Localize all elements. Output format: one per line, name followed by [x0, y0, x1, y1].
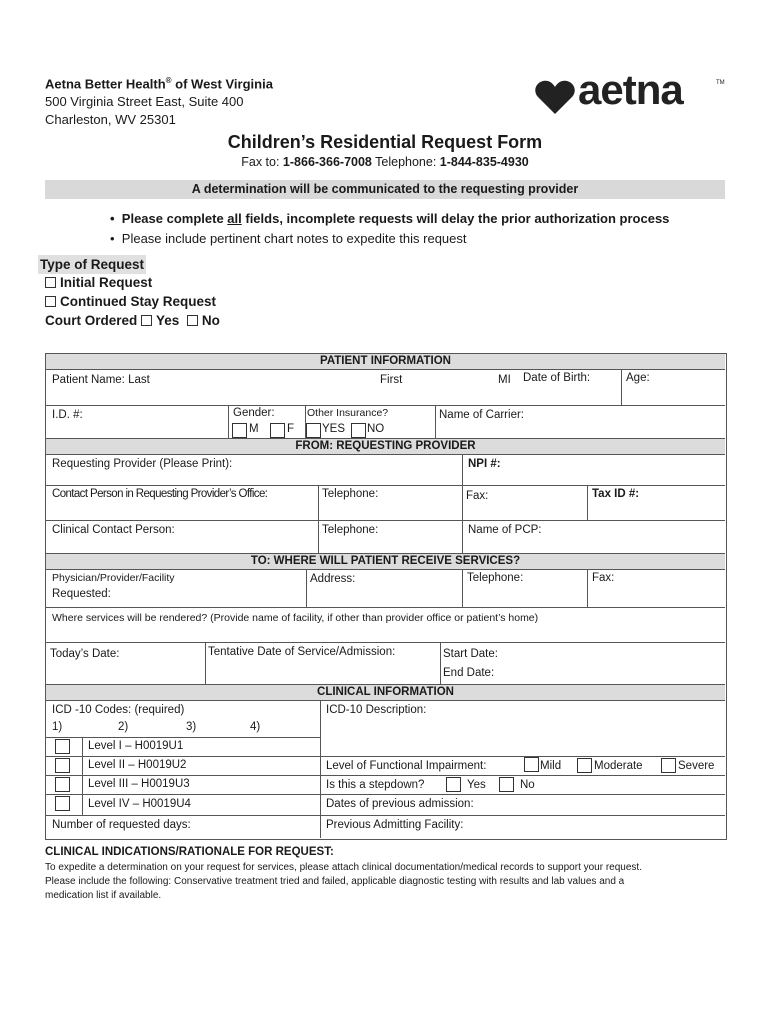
impairment-severe-checkbox[interactable]: [661, 758, 676, 773]
col-divider: [587, 486, 588, 520]
court-yes-checkbox[interactable]: [141, 315, 152, 326]
requested-days-label: Number of requested days:: [52, 819, 191, 831]
level-1-label: Level I – H0019U1: [88, 740, 184, 752]
col-divider: [435, 406, 436, 438]
logo-wordmark: aetna: [578, 66, 683, 113]
continued-stay-checkbox[interactable]: [45, 296, 56, 307]
row-divider: [46, 756, 725, 757]
impairment-mild-label: Mild: [540, 760, 562, 772]
row-divider: [46, 485, 725, 486]
level-3-checkbox[interactable]: [55, 777, 70, 792]
col-divider: [462, 486, 463, 553]
rationale-line-2: Please include the following: Conservative treatment tried and failed, applicable diagnostic testing with results and lab values and a: [45, 876, 625, 887]
col-divider: [205, 643, 206, 684]
requesting-provider-header: FROM: REQUESTING PROVIDER: [46, 438, 725, 455]
continued-stay-option[interactable]: [45, 292, 216, 311]
rationale-heading: CLINICAL INDICATIONS/RATIONALE FOR REQUEST:: [45, 846, 334, 858]
row-divider: [46, 405, 725, 406]
contact-person-label: Contact Person in Requesting Provider’s Office:: [52, 488, 268, 500]
level-2-label: Level II – H0019U2: [88, 759, 187, 771]
col-divider: [228, 406, 229, 438]
impairment-severe-label: Severe: [678, 760, 715, 772]
contact-line: [0, 155, 770, 169]
previous-admission-label: Dates of previous admission:: [326, 798, 474, 810]
carrier-label: Name of Carrier:: [439, 409, 524, 421]
org-address-block: [45, 72, 273, 129]
type-of-request-heading: Type of Request: [40, 257, 145, 272]
row-divider: [46, 775, 725, 776]
row-divider: [46, 794, 725, 795]
bullet-complete-fields: • Please complete all fields, incomplete requests will delay the prior authorization process: [110, 211, 670, 226]
pcp-label: Name of PCP:: [468, 524, 542, 536]
impairment-mild-checkbox[interactable]: [524, 757, 539, 772]
rationale-line-3: medication list if available.: [45, 890, 162, 901]
other-insurance-yes-checkbox[interactable]: [306, 423, 321, 438]
icd-codes-label: ICD -10 Codes: (required): [52, 704, 185, 716]
icd-code-1: 1): [52, 721, 63, 733]
services-header: TO: WHERE WILL PATIENT RECEIVE SERVICES?: [46, 553, 725, 570]
aetna-logo: [534, 66, 726, 118]
court-no-label: No: [201, 313, 220, 328]
fax-number: 1-866-366-7008: [282, 155, 372, 169]
functional-impairment-label: Level of Functional Impairment:: [326, 760, 487, 772]
level-2-checkbox[interactable]: [55, 758, 70, 773]
physician-facility-label: Physician/Provider/Facility: [52, 572, 175, 584]
provider-telephone-label: Telephone:: [322, 488, 379, 500]
level-4-checkbox[interactable]: [55, 796, 70, 811]
address-line-1: 500 Virginia Street East, Suite 400: [45, 94, 244, 110]
other-insurance-no-checkbox[interactable]: [351, 423, 366, 438]
phone-label: Telephone:: [371, 155, 440, 169]
rationale-instructions: [45, 861, 735, 903]
col-divider: [462, 454, 463, 485]
row-divider: [46, 642, 725, 643]
address-line-2: Charleston, WV 25301: [45, 112, 176, 128]
col-divider: [82, 738, 83, 815]
form-title: Children’s Residential Request Form: [227, 132, 543, 152]
npi-label: NPI #:: [468, 458, 501, 470]
court-ordered-row: [45, 311, 220, 330]
initial-request-option[interactable]: [45, 273, 152, 292]
determination-banner: A determination will be communicated to the requesting provider: [45, 180, 725, 199]
org-name-suffix: of West Virginia: [171, 76, 273, 92]
icd-code-2: 2): [118, 721, 129, 733]
initial-request-checkbox[interactable]: [45, 277, 56, 288]
stepdown-no-checkbox[interactable]: [499, 777, 514, 792]
row-divider: [46, 815, 725, 816]
phone-number: 1-844-835-4930: [439, 155, 529, 169]
icd-description-label: ICD-10 Description:: [326, 704, 427, 716]
service-address-label: Address:: [310, 573, 356, 585]
impairment-moderate-label: Moderate: [594, 760, 643, 772]
col-divider: [462, 569, 463, 607]
provider-fax-label: Fax:: [466, 490, 489, 502]
other-insurance-yes-label: YES: [322, 423, 346, 435]
level-4-label: Level IV – H0019U4: [88, 798, 191, 810]
impairment-moderate-checkbox[interactable]: [577, 758, 592, 773]
court-no-checkbox[interactable]: [187, 315, 198, 326]
patient-mi-label: MI: [498, 374, 511, 386]
clinical-telephone-label: Telephone:: [322, 524, 379, 536]
requested-label: Requested:: [52, 588, 111, 600]
start-date-label: Start Date:: [443, 648, 498, 660]
stepdown-yes-label: Yes: [467, 779, 486, 791]
gender-f-checkbox[interactable]: [270, 423, 285, 438]
service-fax-label: Fax:: [592, 572, 615, 584]
gender-f-label: F: [287, 423, 295, 435]
previous-facility-label: Previous Admitting Facility:: [326, 819, 464, 831]
stepdown-label: Is this a stepdown?: [326, 779, 425, 791]
clinical-info-header: CLINICAL INFORMATION: [46, 684, 725, 701]
todays-date-label: Today’s Date:: [50, 648, 120, 660]
id-label: I.D. #:: [52, 409, 83, 421]
level-3-label: Level III – H0019U3: [88, 778, 190, 790]
logo-trademark: TM: [716, 80, 725, 86]
heart-icon: [534, 78, 576, 116]
bullet2-text: Please include pertinent chart notes to expedite this request: [121, 231, 467, 246]
patient-last-name-label: Patient Name: Last: [52, 374, 150, 386]
gender-m-checkbox[interactable]: [232, 423, 247, 438]
col-divider: [587, 569, 588, 607]
col-divider: [318, 486, 319, 553]
org-name-text: Aetna Better Health: [45, 76, 166, 92]
continued-stay-label: Continued Stay Request: [60, 294, 217, 309]
row-divider: [46, 520, 725, 521]
patient-info-header: PATIENT INFORMATION: [46, 353, 725, 370]
registered-mark: ®: [165, 76, 172, 85]
court-yes-label: Yes: [156, 313, 180, 328]
age-label: Age:: [626, 372, 650, 384]
stepdown-yes-checkbox[interactable]: [446, 777, 461, 792]
icd-code-4: 4): [250, 721, 261, 733]
level-1-checkbox[interactable]: [55, 739, 70, 754]
other-insurance-no-label: NO: [367, 423, 385, 435]
col-divider: [440, 643, 441, 684]
row-divider: [46, 737, 320, 738]
gender-label: Gender:: [233, 407, 275, 419]
service-telephone-label: Telephone:: [467, 572, 524, 584]
gender-m-label: M: [249, 423, 259, 435]
stepdown-no-label: No: [520, 779, 535, 791]
other-insurance-label: Other Insurance?: [307, 407, 389, 419]
tentative-date-label: Tentative Date of Service/Admission:: [208, 646, 396, 658]
col-divider: [306, 569, 307, 607]
rationale-line-1: To expedite a determination on your request for services, please attach clinical documentation/medical records to support your request.: [45, 862, 642, 873]
court-ordered-label: Court Ordered: [45, 313, 138, 328]
initial-request-label: Initial Request: [60, 275, 153, 290]
dob-label: Date of Birth:: [523, 372, 591, 384]
clinical-contact-label: Clinical Contact Person:: [52, 524, 175, 536]
bullet1-post: fields, incomplete requests will delay the prior authorization process: [241, 211, 670, 226]
requesting-provider-label: Requesting Provider (Please Print):: [52, 458, 233, 470]
patient-first-name-label: First: [380, 374, 403, 386]
tax-id-label: Tax ID #:: [592, 488, 640, 500]
row-divider: [46, 607, 725, 608]
bullet1-emphasis: all: [227, 211, 242, 226]
fax-label: Fax to:: [241, 155, 283, 169]
end-date-label: End Date:: [443, 667, 495, 679]
org-name: [45, 72, 273, 93]
icd-code-3: 3): [186, 721, 197, 733]
where-rendered-label: Where services will be rendered? (Provide name of facility, if other than provider office or patient’s home): [52, 612, 539, 624]
bullet-chart-notes: • Please include pertinent chart notes to expedite this request: [110, 231, 467, 246]
col-divider: [621, 369, 622, 405]
bullet1-pre: Please complete: [121, 211, 228, 226]
col-divider: [320, 700, 321, 838]
